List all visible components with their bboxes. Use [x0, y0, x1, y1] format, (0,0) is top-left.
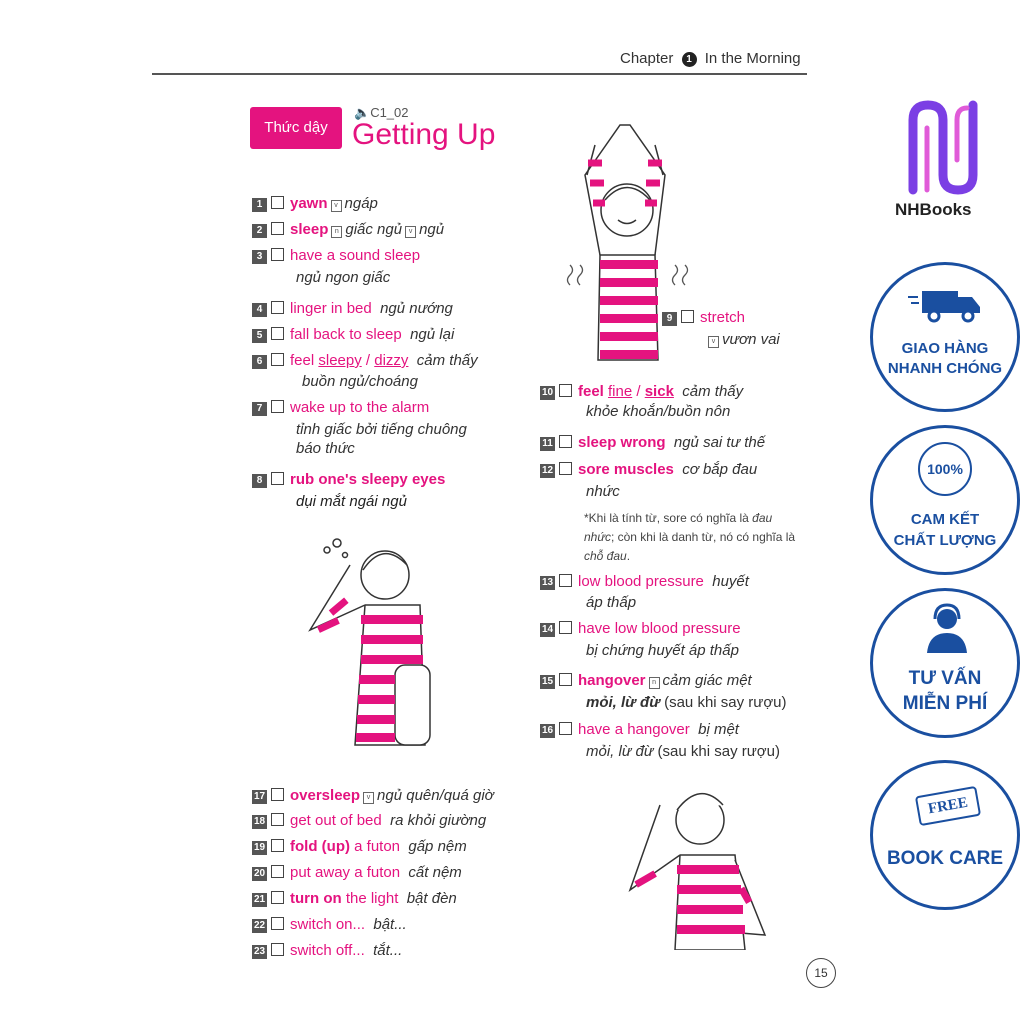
section-tag: Thức dậy	[250, 107, 342, 149]
vocab-item-7-meaning-2: báo thức	[296, 440, 355, 457]
dizzy-person-illustration	[625, 780, 775, 950]
vocab-item-16: 16 have a hangover bị mệt	[541, 721, 739, 738]
item-checkbox[interactable]	[559, 574, 572, 587]
section-title: Getting Up	[352, 118, 496, 151]
item-checkbox[interactable]	[559, 435, 572, 448]
vocab-item-12-meaning: nhức	[586, 483, 620, 500]
badge-free-consult: TƯ VẤN MIỄN PHÍ	[870, 588, 1020, 738]
item-checkbox[interactable]	[271, 400, 284, 413]
nhbooks-logo-icon	[905, 100, 990, 195]
item-checkbox[interactable]	[271, 891, 284, 904]
item-checkbox[interactable]	[271, 813, 284, 826]
vocab-item-20: 20 put away a futon cất nệm	[253, 864, 462, 881]
item-checkbox[interactable]	[559, 621, 572, 634]
support-agent-icon	[925, 603, 969, 655]
item-checkbox[interactable]	[271, 248, 284, 261]
usage-note: *Khi là tính từ, sore có nghĩa là đau nhức; còn khi là danh từ, nó có nghĩa là chỗ đau.	[584, 511, 796, 563]
audio-track[interactable]: 🔈C1_02	[354, 105, 409, 120]
vocab-item-9: 9 stretch	[662, 308, 745, 328]
vocab-item-16-meaning: mỏi, lừ đừ (sau khi say rượu)	[586, 743, 780, 760]
vocab-item-2: 2 sleep n giấc ngủ v ngủ	[252, 220, 444, 240]
quality-seal-icon: 100%	[918, 442, 972, 496]
item-checkbox[interactable]	[271, 353, 284, 366]
vocab-item-13: 13 low blood pressure huyết	[541, 573, 749, 590]
vocab-item-4: 4 linger in bed ngủ nướng	[252, 299, 453, 319]
item-checkbox[interactable]	[271, 839, 284, 852]
chapter-title: In the Morning	[704, 50, 801, 67]
vocab-item-15-meaning: mỏi, lừ đừ (sau khi say rượu)	[586, 694, 787, 711]
vocab-item-15: 15 hangover n cảm giác mệt	[541, 672, 752, 689]
badge-book-care: FREE BOOK CARE	[870, 760, 1020, 910]
vocab-item-3: 3 have a sound sleep	[252, 246, 420, 266]
vocab-item-14-meaning: bị chứng huyết áp thấp	[586, 642, 739, 659]
vocab-item-7-meaning: tỉnh giấc bởi tiếng chuông	[296, 421, 467, 438]
vocab-item-6: 6 feel sleepy / dizzy cảm thấy	[252, 351, 478, 371]
item-checkbox[interactable]	[271, 196, 284, 209]
item-checkbox[interactable]	[559, 673, 572, 686]
badge-fast-delivery: GIAO HÀNG NHANH CHÓNG	[870, 262, 1020, 412]
vocab-item-14: 14 have low blood pressure	[541, 620, 741, 637]
vocab-item-23: 23 switch off... tắt...	[253, 942, 403, 959]
item-checkbox[interactable]	[559, 384, 572, 397]
vocab-item-17: 17 oversleep v ngủ quên/quá giờ	[253, 787, 494, 804]
item-checkbox[interactable]	[271, 865, 284, 878]
item-checkbox[interactable]	[681, 310, 694, 323]
vocab-item-10-meaning: khỏe khoắn/buồn nôn	[586, 403, 731, 420]
item-checkbox[interactable]	[271, 917, 284, 930]
header-rule	[152, 73, 807, 75]
vocab-item-3-meaning: ngủ ngon giấc	[296, 269, 391, 286]
item-checkbox[interactable]	[271, 301, 284, 314]
vocab-item-7: 7 wake up to the alarm	[252, 398, 429, 418]
vocab-item-9-meaning: v vươn vai	[705, 330, 780, 350]
vocab-item-21: 21 turn on the light bật đèn	[253, 890, 457, 907]
free-stamp-icon: FREE	[915, 786, 981, 826]
chapter-header	[620, 50, 801, 67]
vocab-item-22: 22 switch on... bật...	[253, 916, 407, 933]
speaker-icon: 🔈	[354, 105, 371, 120]
delivery-truck-icon	[908, 283, 988, 325]
item-checkbox[interactable]	[271, 472, 284, 485]
item-checkbox[interactable]	[559, 722, 572, 735]
item-checkbox[interactable]	[271, 788, 284, 801]
vocab-item-13-meaning: áp thấp	[586, 594, 637, 611]
sleepy-person-illustration	[295, 535, 445, 755]
chapter-number: 1	[682, 52, 697, 67]
brand-name: NHBooks	[895, 200, 972, 219]
item-checkbox[interactable]	[271, 327, 284, 340]
vocab-item-12: 12 sore muscles cơ bắp đau	[541, 461, 758, 478]
badge-quality: 100% CAM KẾT CHẤT LƯỢNG	[870, 425, 1020, 575]
vocab-item-18: 18 get out of bed ra khỏi giường	[253, 812, 487, 829]
vocab-item-11: 11 sleep wrong ngủ sai tư thế	[540, 433, 765, 453]
vocab-item-8: 8 rub one's sleepy eyes	[252, 470, 445, 490]
item-checkbox[interactable]	[271, 943, 284, 956]
item-checkbox[interactable]	[559, 462, 572, 475]
vocab-item-8-meaning: dụi mắt ngái ngủ	[296, 493, 407, 510]
vocab-item-5: 5 fall back to sleep ngủ lại	[252, 325, 454, 345]
vocab-item-6-meaning: buồn ngủ/choáng	[302, 373, 418, 390]
vocab-item-10: 10 feel fine / sick cảm thấy	[541, 383, 744, 400]
item-checkbox[interactable]	[271, 222, 284, 235]
chapter-prefix: Chapter	[620, 50, 674, 67]
vocab-item-19: 19 fold (up) a futon gấp nệm	[253, 838, 467, 855]
vocab-item-1: 1 yawn v ngáp	[252, 194, 378, 214]
page-number: 15	[806, 958, 836, 988]
